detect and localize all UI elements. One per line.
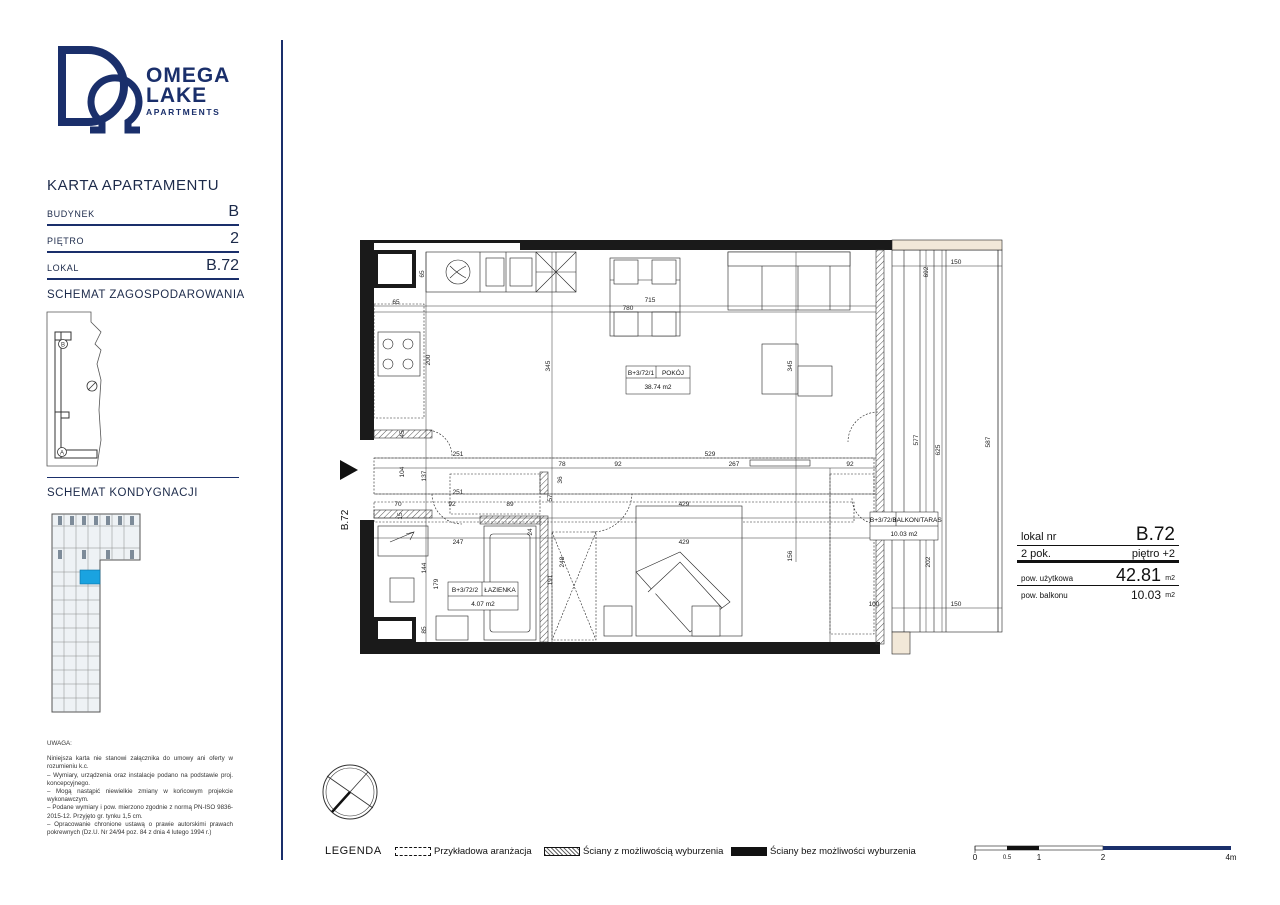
floor-schema-title: SCHEMAT KONDYGNACJI [47, 487, 198, 499]
usable-area-unit: m2 [1165, 575, 1175, 582]
legend-item-demolishable [544, 846, 723, 857]
legend-item-arrangement [395, 846, 532, 857]
compass-icon [320, 762, 380, 822]
scale-label: 4m [1225, 853, 1237, 862]
scale-label: 0 [973, 853, 978, 862]
unit-number-row [1017, 524, 1179, 546]
logo-line-apartments: APARTMENTS [146, 107, 221, 117]
dim-label: 65 [419, 270, 426, 278]
logo-mark-icon [58, 46, 158, 136]
scale-label: 0.5 [1002, 855, 1012, 861]
balcony-area-value: 10.03 [1130, 588, 1161, 602]
unit-value: B.72 [206, 257, 239, 274]
legend-label: Przykładowa aranżacja [434, 846, 532, 857]
note-line: – Opracowanie chronione ustawą o prawie autorskimi prawach pokrewnych (Dz.U. Nr 24/94 poz. 84 z dnia 4 lutego 1994 r.) [47, 820, 233, 837]
balcony-area-unit: m2 [1165, 592, 1175, 599]
site-plan-title: SCHEMAT ZAGOSPODAROWANIA [47, 289, 245, 301]
entrance-label: B.72 [340, 509, 351, 531]
hatched-swatch-icon [544, 847, 580, 856]
notes-title: UWAGA: [47, 740, 72, 747]
dim-label: 70 [394, 501, 402, 508]
info-row-building [47, 199, 239, 226]
dim-label: 251 [452, 489, 464, 496]
logo-wordmark [146, 66, 230, 118]
dim-label: 191 [547, 574, 554, 586]
building-label: BUDYNEK [47, 209, 95, 219]
dim-label: 85 [421, 626, 428, 634]
dim-label: 92 [448, 501, 456, 508]
legend-title: LEGENDA [325, 845, 382, 857]
dim-label: 36 [557, 476, 564, 484]
divider-line [47, 477, 239, 478]
unit-highlight-marker [80, 570, 100, 584]
legend-item-bearing [731, 846, 916, 857]
dim-label: 89 [506, 501, 514, 508]
solid-swatch-icon [731, 847, 767, 856]
balcony-area-row [1017, 586, 1179, 602]
dim-label: 65 [392, 299, 400, 306]
note-line: – Podane wymiary i pow. mierzono zgodnie z normą PN-ISO 9836-2015-12. Przyjęto gr. tynku 1,5 cm. [47, 804, 233, 820]
legend-label: Ściany z możliwością wyburzenia [583, 846, 724, 857]
dim-label: 251 [452, 451, 464, 458]
usable-area-row [1017, 566, 1179, 586]
room-area-bathroom: 4.07 m2 [471, 601, 495, 608]
scale-label: 1 [1036, 853, 1042, 862]
dim-label: 587 [985, 436, 992, 448]
floor-schema-diagram [50, 512, 142, 717]
dim-label: 247 [452, 539, 464, 546]
dim-label: 248 [559, 556, 566, 568]
room-area-balcony: 10.03 m2 [890, 531, 918, 538]
room-code-balcony: B+3/72/3 [869, 517, 897, 524]
dim-label: 267 [728, 461, 740, 468]
floor-value: 2 [230, 230, 239, 247]
room-code-bathroom: B+3/72/2 [451, 587, 479, 594]
unit-summary-box [1017, 524, 1179, 602]
info-sidebar [0, 0, 282, 905]
balcony-area-label: pow. balkonu [1021, 591, 1068, 600]
lokal-value: B.72 [1135, 524, 1175, 545]
floor-label: PIĘTRO [47, 236, 85, 246]
dim-label: 144 [421, 562, 428, 574]
dim-label: 577 [913, 434, 920, 446]
notes-block [47, 740, 233, 837]
info-row-floor [47, 226, 239, 253]
omega-lake-logo [58, 46, 248, 136]
unit-label: LOKAL [47, 263, 80, 273]
dim-label: 780 [622, 305, 634, 312]
floor-number: piętro +2 [1131, 548, 1175, 560]
dim-label: 625 [935, 444, 942, 456]
usable-area-label: pow. użytkowa [1021, 574, 1074, 583]
dim-label: 715 [644, 297, 656, 304]
dim-label: 345 [787, 360, 794, 372]
dim-label: 156 [787, 550, 794, 562]
dim-label: 345 [545, 360, 552, 372]
dashed-swatch-icon [395, 847, 431, 856]
building-value: B [228, 203, 239, 220]
dim-label: 429 [678, 539, 690, 546]
sidebar-divider [281, 40, 283, 860]
dim-label: 137 [421, 470, 428, 482]
dim-label: 200 [425, 354, 432, 366]
info-row-unit [47, 253, 239, 280]
room-name-balcony: BALKON/TARAS [892, 517, 942, 524]
dim-label: 57 [547, 494, 554, 502]
site-plan-diagram [45, 310, 105, 470]
room-area-living: 38.74 m2 [644, 384, 672, 391]
entrance-arrow-icon [340, 460, 358, 480]
room-name-living: POKÓJ [661, 370, 685, 377]
room-name-bathroom: ŁAZIENKA [484, 587, 516, 594]
note-line: – Wymiary, urządzenia oraz instalacje podano na podstawie proj. koncepcyjnego. [47, 771, 233, 787]
dim-label: 15 [397, 512, 404, 520]
site-marker-a: A [59, 450, 65, 457]
dim-label: 100 [868, 601, 880, 608]
bed [604, 506, 742, 636]
legend-label: Ściany bez możliwości wyburzenia [770, 846, 916, 857]
site-marker-b: B [60, 342, 66, 349]
dim-label: 692 [923, 266, 930, 278]
dim-label: 202 [925, 556, 932, 568]
dim-label: 92 [614, 461, 622, 468]
sofa [728, 252, 850, 466]
dim-label: 529 [704, 451, 716, 458]
apartment-floor-plan [330, 232, 1020, 662]
dim-label: 150 [950, 259, 962, 266]
dim-label: 78 [558, 461, 566, 468]
room-code-living: B+3/72/1 [627, 370, 655, 377]
logo-line-omega: OMEGA [146, 64, 231, 87]
rooms-floor-row [1017, 546, 1179, 563]
card-title: KARTA APARTAMENTU [47, 177, 220, 194]
scale-label: 2 [1100, 853, 1106, 862]
dim-label: 150 [950, 601, 962, 608]
logo-line-lake: LAKE [146, 84, 208, 107]
rooms-count: 2 pok. [1021, 548, 1051, 560]
usable-area-value: 42.81 [1115, 565, 1161, 585]
dim-label: 92 [846, 461, 854, 468]
dim-label: 45 [399, 430, 406, 438]
scale-bar [973, 845, 1243, 865]
note-line: – Mogą nastąpić niewielkie zmiany w końcowym projekcie wykonawczym. [47, 788, 233, 804]
lokal-label: lokal nr [1021, 531, 1057, 543]
dim-label: 104 [399, 466, 406, 478]
dim-label: 24 [527, 528, 534, 536]
dim-label: 179 [433, 578, 440, 590]
dim-label: 429 [678, 501, 690, 508]
note-line: Niniejsza karta nie stanowi załącznika do umowy ani oferty w rozumieniu k.c. [47, 755, 233, 771]
